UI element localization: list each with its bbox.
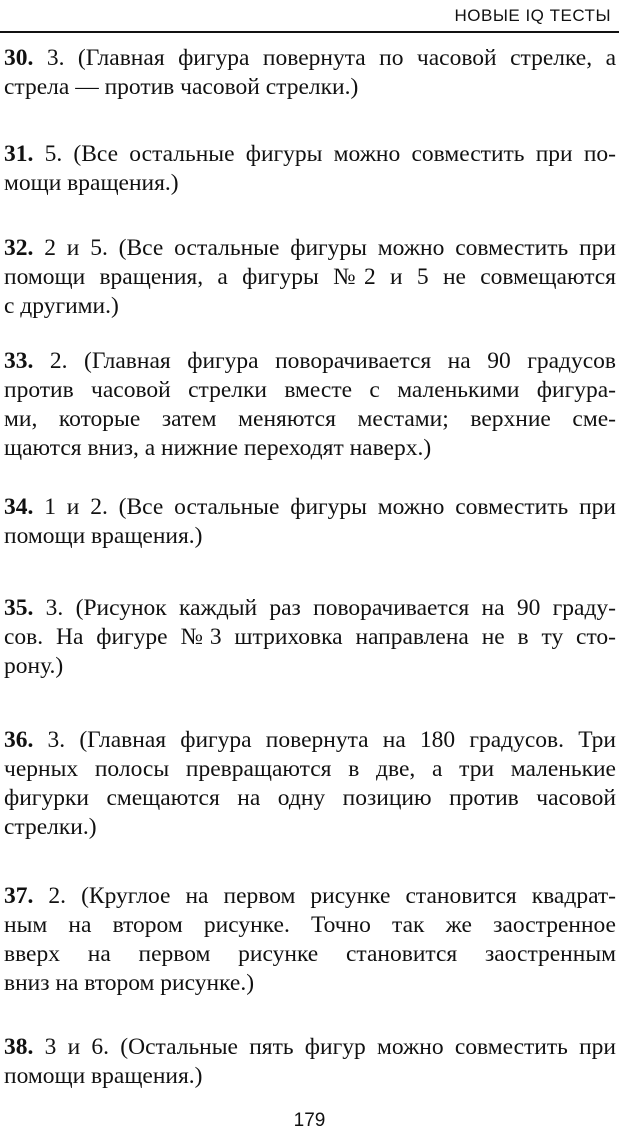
answer-number: 38. xyxy=(4,1034,34,1060)
answer-number: 31. xyxy=(4,141,34,167)
answer-38 xyxy=(4,1033,616,1091)
answer-number: 33. xyxy=(4,348,34,374)
answer-line: с другими.) xyxy=(4,293,119,319)
answer-number: 36. xyxy=(4,727,34,753)
answer-number: 30. xyxy=(4,45,34,71)
answer-line: 3. (Главная фигура повернута на 180 градусов. Три xyxy=(33,727,616,753)
answer-line: стрелки.) xyxy=(4,814,97,840)
answer-line: стрела — против часовой стрелки.) xyxy=(4,74,359,100)
answer-line: вниз на втором рисунке.) xyxy=(4,970,255,996)
answer-32 xyxy=(4,234,616,321)
answer-33 xyxy=(4,347,616,463)
answer-line: вверх на первом рисунке становится заостренным xyxy=(4,941,616,967)
answer-line: щаются вниз, а нижние переходят наверх.) xyxy=(4,435,432,461)
answer-30 xyxy=(4,44,616,102)
answer-line: 2. (Главная фигура поворачивается на 90 градусов xyxy=(33,348,616,374)
answer-line: 3. (Главная фигура повернута по часовой стрелке, а xyxy=(33,45,616,71)
running-head: НОВЫЕ IQ ТЕСТЫ xyxy=(454,6,611,25)
answer-35 xyxy=(4,594,616,681)
answer-number: 32. xyxy=(4,235,34,261)
answer-line: помощи вращения.) xyxy=(4,1063,203,1089)
answer-line: 3 и 6. (Остальные пять фигур можно совместить при xyxy=(33,1034,616,1060)
answer-31 xyxy=(4,140,616,198)
answer-number: 34. xyxy=(4,494,34,520)
answer-line: черных полосы превращаются в две, а три маленькие xyxy=(4,756,616,782)
page-number: 179 xyxy=(293,1110,326,1131)
header-rule xyxy=(0,31,619,33)
answer-34 xyxy=(4,493,616,551)
answer-36 xyxy=(4,726,616,842)
answer-line: сов. На фигуре №3 штриховка направлена не в ту сто- xyxy=(4,624,616,650)
answer-line: 2. (Круглое на первом рисунке становится квадрат- xyxy=(33,883,616,909)
answer-line: 2 и 5. (Все остальные фигуры можно совместить при xyxy=(33,235,616,261)
answer-line: 1 и 2. (Все остальные фигуры можно совместить при xyxy=(33,494,616,520)
answer-line: против часовой стрелки вместе с маленькими фигура- xyxy=(4,377,616,403)
answer-line: ми, которые затем меняются местами; верхние сме- xyxy=(4,406,616,432)
answer-line: ным на втором рисунке. Точно так же заостренное xyxy=(4,912,616,938)
answer-line: рону.) xyxy=(4,653,64,679)
answer-37 xyxy=(4,882,616,998)
answer-line: фигурки смещаются на одну позицию против часовой xyxy=(4,785,616,811)
answer-line: 3. (Рисунок каждый раз поворачивается на 90 граду- xyxy=(33,595,616,621)
answer-line: мощи вращения.) xyxy=(4,170,179,196)
answer-line: помощи вращения.) xyxy=(4,523,203,549)
answer-line: 5. (Все остальные фигуры можно совместить при по- xyxy=(33,141,616,167)
answer-number: 35. xyxy=(4,595,34,621)
answer-line: помощи вращения, а фигуры №2 и 5 не совмещаются xyxy=(4,264,616,290)
answer-number: 37. xyxy=(4,883,34,909)
